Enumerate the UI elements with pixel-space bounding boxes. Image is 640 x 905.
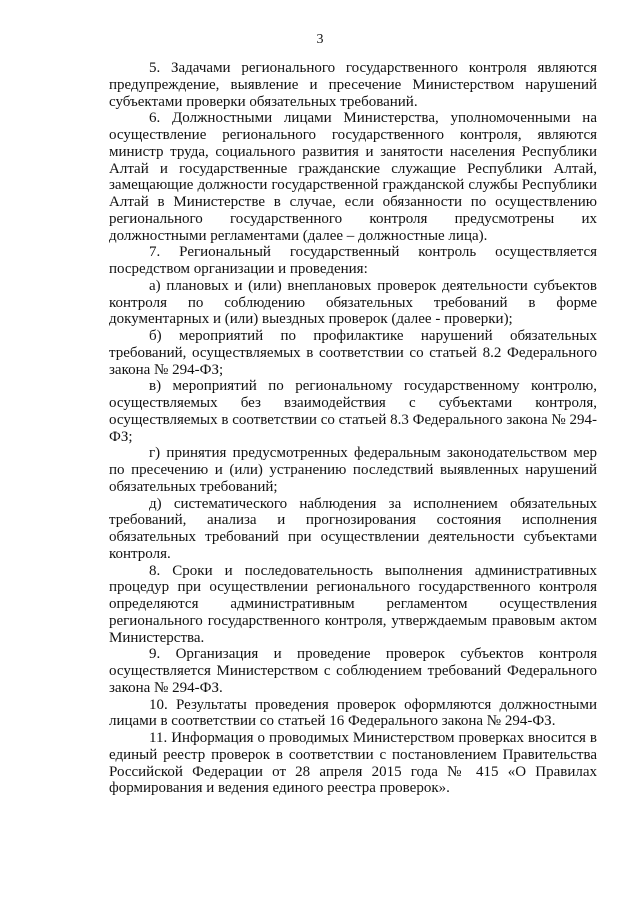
paragraph-5: 5. Задачами регионального государственного контроля являются предупреждение, выявление и пресечение Министерством нарушений субъектами проверки обязательных требований. — [109, 60, 597, 110]
list-item-g: г) принятия предусмотренных федеральным законодательством мер по пресечению и (или) устранению последствий выявленных нарушений обязательных требований; — [109, 445, 597, 495]
list-item-b: б) мероприятий по профилактике нарушений обязательных требований, осуществляемых в соответствии со статьей 8.2 Федерального закона № 294-ФЗ; — [109, 328, 597, 378]
paragraph-10: 10. Результаты проведения проверок оформляются должностными лицами в соответствии со статьей 16 Федерального закона № 294-ФЗ. — [109, 696, 597, 730]
list-item-a: а) плановых и (или) внеплановых проверок деятельности субъектов контроля по соблюдению обязательных требований в форме документарных и (или) выездных проверок (далее - проверки); — [109, 277, 597, 328]
paragraph-8: 8. Сроки и последовательность выполнения административных процедур при осуществлении регионального государственного контроля определяются административным регламентом осуществления регионального государственного контроля, утверждаемым правовым актом Министерства. — [109, 562, 597, 646]
list-item-v: в) мероприятий по региональному государственному контролю, осуществляемых без взаимодействия с субъектами контроля, осуществляемых в соответствии со статьей 8.3 Федерального закона № 294-ФЗ; — [109, 378, 597, 445]
paragraph-7: 7. Региональный государственный контроль осуществляется посредством организации и проведения: — [109, 244, 597, 277]
list-item-d: д) систематического наблюдения за исполнением обязательных требований, анализа и прогнозирования состояния исполнения обязательных требований при осуществлении деятельности субъектами контроля. — [109, 495, 597, 562]
page-number: 3 — [316, 32, 324, 47]
paragraph-9: 9. Организация и проведение проверок субъектов контроля осуществляется Министерством с соблюдением требований Федерального закона № 294-ФЗ. — [109, 646, 597, 696]
paragraph-11: 11. Информация о проводимых Министерством проверках вносится в единый реестр проверок в соответствии с постановлением Правительства Российской Федерации от 28 апреля 2015 года № 415 «О Правилах формирования и ведения единого реестра проверок». — [109, 730, 597, 797]
document-body — [109, 60, 597, 797]
paragraph-6: 6. Должностными лицами Министерства, уполномоченными на осуществление регионального государственного контроля, являются министр труда, социального развития и занятости населения Республики Алтай и государственные гражданские служащие Республики Алтай, замещающие должности государственной гражданской службы Республики Алтай в Министерстве в случае, если обязанности по осуществлению регионального государственного контроля предусмотрены их должностными регламентами (далее – должностные лица). — [109, 110, 597, 244]
